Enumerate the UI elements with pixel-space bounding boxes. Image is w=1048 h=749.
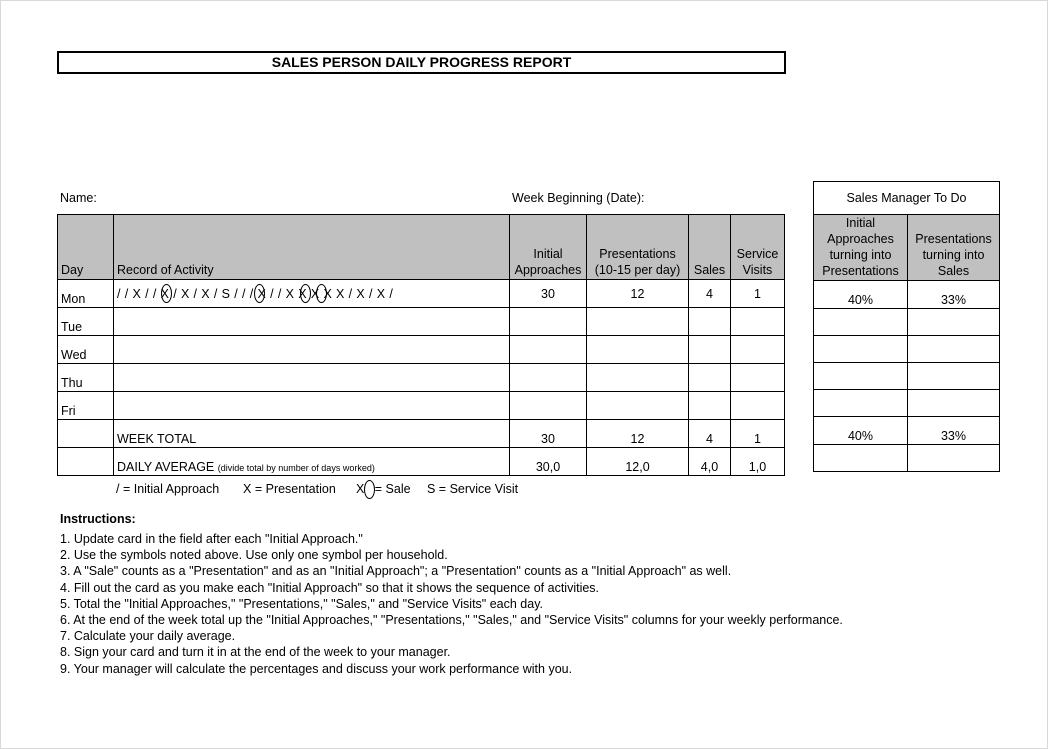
sale-circle-icon — [364, 480, 375, 499]
list-item: 5. Total the "Initial Approaches," "Presentations," "Sales," and "Service Visits" each day. — [60, 596, 543, 611]
sales-rate-cell[interactable] — [908, 390, 1000, 417]
name-label: Name: — [60, 191, 97, 205]
total-initial-approaches[interactable]: 30 — [510, 420, 587, 448]
header-day: Day — [58, 215, 114, 280]
legend-service-visit: S = Service Visit — [427, 482, 519, 496]
header-sales: Sales — [689, 215, 731, 280]
table-row — [814, 336, 1000, 363]
table-row — [814, 390, 1000, 417]
list-item: 6. At the end of the week total up the "Initial Approaches," "Presentations," "Sales," and "Service Visits" columns for your weekly performance. — [60, 612, 843, 627]
presentations-cell[interactable] — [587, 308, 689, 336]
avg-approach-rate[interactable] — [814, 445, 908, 472]
activity-table — [57, 214, 785, 476]
service-visits-cell[interactable] — [731, 308, 785, 336]
presentations-cell[interactable] — [587, 336, 689, 364]
day-cell[interactable]: Thu — [58, 364, 114, 392]
manager-table — [813, 181, 1000, 472]
list-item: 2. Use the symbols noted above. Use only one symbol per household. — [60, 548, 448, 563]
manager-title: Sales Manager To Do — [814, 182, 1000, 215]
sales-rate-cell[interactable] — [908, 363, 1000, 390]
header-presentations: Presentations (10-15 per day) — [587, 215, 689, 280]
header-approaches-to-presentations: Initial Approaches turning into Presentations — [814, 215, 908, 281]
record-cell[interactable] — [114, 280, 510, 308]
manager-average-row — [814, 445, 1000, 472]
presentations-cell[interactable] — [587, 364, 689, 392]
record-cell[interactable] — [114, 364, 510, 392]
approach-rate-cell[interactable] — [814, 363, 908, 390]
legend-presentation: X = Presentation — [243, 482, 336, 496]
header-service-visits: Service Visits — [731, 215, 785, 280]
sales-cell[interactable] — [689, 364, 731, 392]
initial-approaches-cell[interactable]: 30 — [510, 280, 587, 308]
table-row — [814, 363, 1000, 390]
presentations-cell[interactable]: 12 — [587, 280, 689, 308]
header-initial-approaches: Initial Approaches — [510, 215, 587, 280]
daily-average-label: DAILY AVERAGE (divide total by number of days worked) — [114, 448, 510, 476]
daily-average-note: (divide total by number of days worked) — [217, 463, 375, 473]
table-row — [58, 280, 785, 308]
sales-cell[interactable] — [689, 308, 731, 336]
service-visits-cell[interactable] — [731, 336, 785, 364]
manager-total-row — [814, 417, 1000, 445]
service-visits-cell[interactable] — [731, 392, 785, 420]
table-row — [58, 336, 785, 364]
initial-approaches-cell[interactable] — [510, 308, 587, 336]
approach-rate-cell[interactable]: 40% — [814, 281, 908, 309]
table-header-row — [58, 215, 785, 280]
total-sales-rate[interactable]: 33% — [908, 417, 1000, 445]
day-cell[interactable]: Tue — [58, 308, 114, 336]
approach-rate-cell[interactable] — [814, 390, 908, 417]
empty-cell — [58, 448, 114, 476]
total-approach-rate[interactable]: 40% — [814, 417, 908, 445]
list-item: 7. Calculate your daily average. — [60, 629, 236, 644]
legend-initial-approach: / = Initial Approach — [116, 482, 220, 496]
daily-average-row — [58, 448, 785, 476]
record-cell[interactable] — [114, 392, 510, 420]
activity-sequence: / / X / / X / X / X / S / / / X / / X X X X X / X / X / — [117, 287, 393, 301]
approach-rate-cell[interactable] — [814, 309, 908, 336]
sales-cell[interactable] — [689, 336, 731, 364]
list-item: 4. Fill out the card as you make each "Initial Approach" so that it shows the sequence of activities. — [60, 580, 600, 595]
header-record: Record of Activity — [114, 215, 510, 280]
legend-sale: X = Sale — [356, 482, 411, 496]
day-cell[interactable]: Mon — [58, 280, 114, 308]
list-item: 9. Your manager will calculate the percentages and discuss your work performance with you. — [60, 661, 573, 676]
sales-rate-cell[interactable] — [908, 309, 1000, 336]
week-total-label: WEEK TOTAL — [114, 420, 510, 448]
table-row — [58, 392, 785, 420]
record-cell[interactable] — [114, 336, 510, 364]
avg-presentations[interactable]: 12,0 — [587, 448, 689, 476]
record-cell[interactable] — [114, 308, 510, 336]
sales-cell[interactable] — [689, 392, 731, 420]
instructions-title: Instructions: — [60, 512, 136, 526]
sales-rate-cell[interactable]: 33% — [908, 281, 1000, 309]
table-row — [58, 364, 785, 392]
table-row — [814, 309, 1000, 336]
sales-cell[interactable]: 4 — [689, 280, 731, 308]
instructions-list — [60, 531, 843, 677]
day-cell[interactable]: Wed — [58, 336, 114, 364]
total-presentations[interactable]: 12 — [587, 420, 689, 448]
avg-service-visits[interactable]: 1,0 — [731, 448, 785, 476]
initial-approaches-cell[interactable] — [510, 336, 587, 364]
empty-cell — [58, 420, 114, 448]
approach-rate-cell[interactable] — [814, 336, 908, 363]
total-sales[interactable]: 4 — [689, 420, 731, 448]
day-cell[interactable]: Fri — [58, 392, 114, 420]
service-visits-cell[interactable]: 1 — [731, 280, 785, 308]
presentations-cell[interactable] — [587, 392, 689, 420]
avg-sales-rate[interactable] — [908, 445, 1000, 472]
total-service-visits[interactable]: 1 — [731, 420, 785, 448]
list-item: 8. Sign your card and turn it in at the end of the week to your manager. — [60, 645, 451, 660]
header-presentations-to-sales: Presentations turning into Sales — [908, 215, 1000, 281]
week-beginning-label: Week Beginning (Date): — [512, 191, 645, 205]
list-item: 1. Update card in the field after each "Initial Approach." — [60, 532, 363, 546]
initial-approaches-cell[interactable] — [510, 364, 587, 392]
service-visits-cell[interactable] — [731, 364, 785, 392]
report-title: SALES PERSON DAILY PROGRESS REPORT — [57, 51, 786, 74]
table-row — [58, 308, 785, 336]
list-item: 3. A "Sale" counts as a "Presentation" and as an "Initial Approach"; a "Presentation" counts as a "Initial Approach" as well. — [60, 564, 732, 579]
avg-sales[interactable]: 4,0 — [689, 448, 731, 476]
avg-initial-approaches[interactable]: 30,0 — [510, 448, 587, 476]
initial-approaches-cell[interactable] — [510, 392, 587, 420]
manager-header-row — [814, 215, 1000, 281]
sales-rate-cell[interactable] — [908, 336, 1000, 363]
table-row — [814, 281, 1000, 309]
week-total-row — [58, 420, 785, 448]
